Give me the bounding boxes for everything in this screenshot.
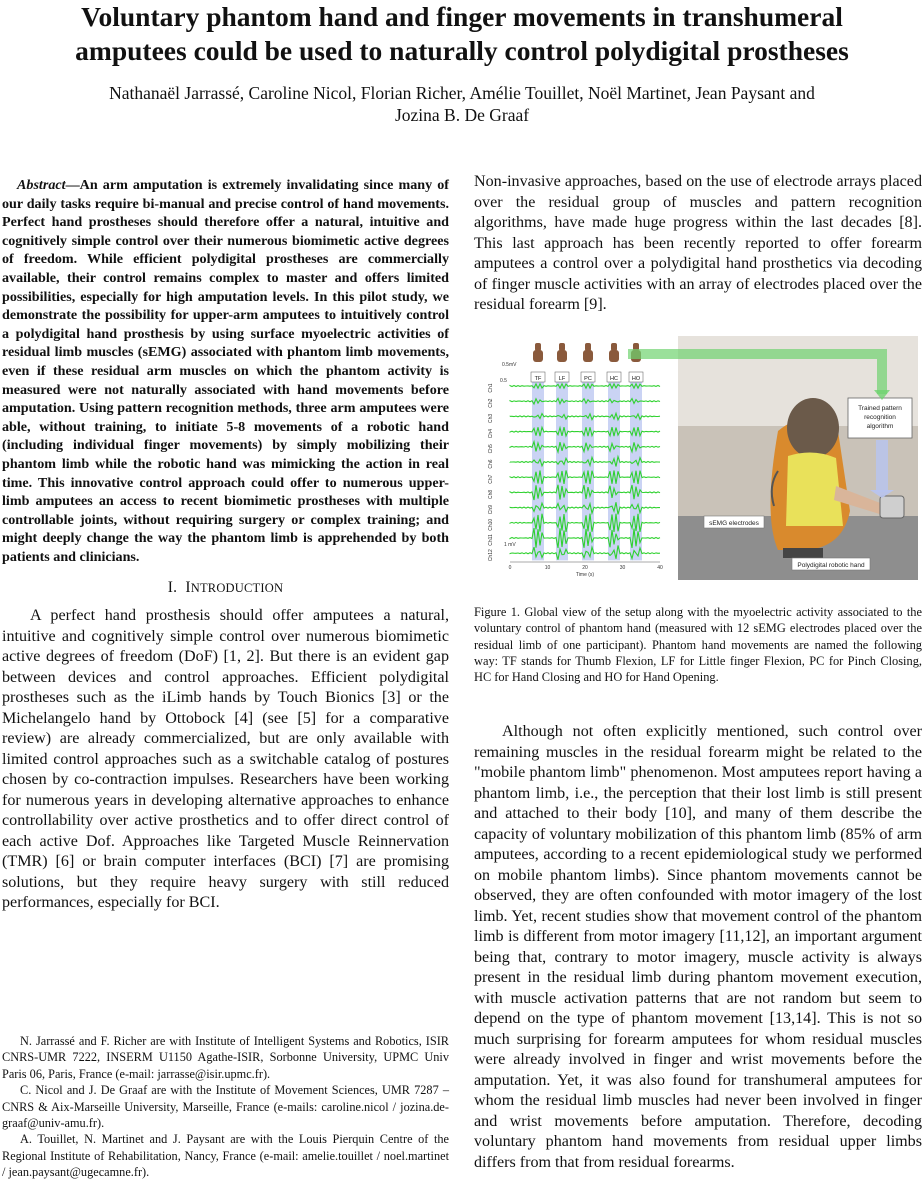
right-column [474, 172, 922, 316]
time-tick-40: 40 [657, 565, 663, 571]
channel-label-ch7: Ch7 [488, 474, 494, 484]
channel-label-ch8: Ch8 [488, 489, 494, 499]
figure-1-caption: Figure 1. Global view of the setup along with the myoelectric activity associated to the voluntary control of phantom hand (measured with 12 sEMG electrodes placed over the residual limb of one participant). Phantom hand movements are named the following way: TF stands for Thumb Flexion, LF for Little finger Flexion, PC for Pinch Closing, HC for Hand Closing and HO for Hand Opening. [474, 605, 922, 685]
time-tick-20: 20 [582, 565, 588, 571]
paper-title [0, 0, 924, 68]
hand-fingers-lf [559, 343, 565, 351]
title-line-1: Voluntary phantom hand and finger movements in transhumeral [81, 1, 843, 32]
section-heading-introduction [2, 579, 449, 597]
time-tick-10: 10 [544, 565, 551, 571]
chair-base [783, 548, 823, 558]
scale-label-bottom: 1 mV [504, 542, 516, 548]
channel-label-ch4: Ch4 [488, 429, 494, 439]
intro-paragraph: A perfect hand prosthesis should offer amputees a natural, intuitive and cognitively simple control over numerous biomimetic active degrees of freedom (DoF) [1, 2]. But there is an evident gap between devices and control approaches. Efficient polydigital prostheses such as the iLimb hands by Touch Bionics [3] or the Michelangelo hand by Ottobock [4] (see [5] for a comparative review) are already commercialized, but are only available with limited control approaches such as a switchable catalog of postures chosen by co-contraction impulses. Researchers have been working for numerous years in developing alternative approaches to enhance controllability over active prosthetics and to offer direct control of each active Dof. Approaches like Targeted Muscle Reinnervation (TMR) [6] or brain computer interfaces (BCI) [7] are promising solutions, but they require heavy surgery with still reduced performances, especially for BCI. [2, 607, 449, 912]
time-tick-0: 0 [508, 565, 512, 571]
abstract-label: Abstract [17, 177, 66, 193]
channel-label-ch3: Ch3 [488, 413, 494, 423]
authors-line-2: Jozina B. De Graaf [394, 105, 530, 125]
hand-palm-tf [533, 350, 543, 362]
abstract-dash: — [65, 177, 80, 193]
robotic-hand-label: Polydigital robotic hand [797, 562, 865, 569]
channel-label-ch12: Ch12 [488, 549, 494, 562]
section-title-first-letter: I [185, 579, 191, 597]
section-title-rest: NTRODUCTION [190, 581, 284, 596]
right-body-paragraph: Although not often explicitly mentioned, such control over remaining muscles in the residual forearm might be related to the "mobile phantom limb" phenomenon. Most amputees report having a phantom limb, i.e., the perception that their lost limb is still present and attached to their body [10], and many of them describe the capacity of voluntary mobilization of this phantom limb (85% of arm amputees, according to a recent epidemiological study we performed on mobile phantom limbs). Since phantom movements cannot be observed, they are often confounded with motor imagery of the lost limb. Yet, recent studies show that movement control of the phantom limb is different from motor imagery [11,12], an important argument being that, contrary to motor imagery, muscle activity is always present in the residual limb during phantom movement execution, with muscle activation patterns that are not random but seem to depend on the type of phantom movement [13,14]. This is not so much surprising for forearm amputees for whom residual muscles were already involved in finger and wrist movements before the amputation. Yet, it was also found for transhumeral amputees for whom the residual limb muscles had never been involved in finger and wrist movements before amputation. Therefore, decoding voluntary phantom hand movements from residual upper limbs differs from that from residual forearms. [474, 723, 922, 1171]
scale-label-top: 0.5mV [502, 362, 517, 368]
box-label-line-3: algorithm [866, 423, 894, 430]
abstract [2, 176, 449, 566]
right-top-paragraph: Non-invasive approaches, based on the use of electrode arrays placed over the residual group of muscles and pattern recognition algorithms, have made huge progress within the last decades [8]. This last approach has been recently reported to offer forearm amputees a control over a polydigital hand prosthetics via decoding of finger muscle activities with an array of electrodes placed over the residual forearm [9]. [474, 173, 922, 313]
abstract-text: An arm amputation is extremely invalidating since many of our daily tasks require bi-manual and precise control of hand movements. Perfect hand prostheses should therefore offer a natural, intuitive and cognitively simple control over their numerous biomimetic active degrees of freedom. While efficient polydigital prostheses are commercially available, their control remains complex to master and offers limited possibilities, especially for high amputation levels. In this pilot study, we demonstrate the possibility for upper-arm amputees to intuitively control a polydigital hand prosthesis by using surface myoelectric activities of residual limb muscles (sEMG) associated with phantom limb movements, even if these residual arm muscles on which the phantom activity is measured were not naturally associated with hand movements before amputation. Using pattern recognition methods, three arm amputees were able, without training, to initiate 5-8 movements of a robotic hand (including individual finger movements) by simply mobilizing their phantom limb while the robotic hand was mimicking the action in real time. This innovative control approach could offer to numerous upper-limb amputees an access to recent biomimetic prostheses with multiple controllable joints, without requiring surgery or complex training; and might deeply change the way the phantom limb is apprehended by both patients and clinicians. [2, 177, 449, 565]
participant-shirt [786, 452, 843, 526]
movement-label-hc: HC [610, 376, 618, 382]
channel-label-ch6: Ch6 [488, 459, 494, 469]
hand-fingers-pc [585, 343, 591, 351]
footnote-affiliation-2: C. Nicol and J. De Graaf are with the Institute of Movement Sciences, UMR 7287 – CNRS & Aix-Marseille University, Marseille, France (e-mails: caroline.nicol / jozina.de-graaf@univ-amu.fr). [2, 1083, 449, 1131]
channel-label-ch9: Ch9 [488, 505, 494, 515]
box-label-line-2: recognition [864, 414, 896, 421]
robotic-hand-shape [880, 496, 904, 518]
scale-tick-top: 0.5 [500, 378, 507, 384]
channel-label-ch11: Ch11 [488, 534, 494, 546]
footnotes [2, 1033, 449, 1181]
hand-palm-hc [609, 350, 619, 362]
figure-1-graphic [478, 336, 918, 580]
participant-head-blurred [787, 398, 839, 458]
right-body [474, 722, 922, 1173]
channel-label-ch1: Ch1 [488, 383, 494, 393]
channel-label-ch5: Ch5 [488, 444, 494, 454]
channel-label-ch10: Ch10 [488, 518, 494, 531]
time-tick-30: 30 [619, 565, 626, 571]
title-line-2: amputees could be used to naturally control polydigital prostheses [75, 35, 849, 66]
author-list [0, 82, 924, 126]
hand-fingers-hc [611, 343, 617, 351]
figure-1 [478, 336, 918, 580]
hand-fingers-tf [535, 343, 541, 351]
channel-label-ch2: Ch2 [488, 398, 494, 408]
command-arrow [876, 440, 888, 492]
section-number: I. [167, 579, 178, 597]
footnote-affiliation-1: N. Jarrassé and F. Richer are with Institute of Intelligent Systems and Robotics, ISIR CNRS-UMR 7222, INSERM U1150 Agathe-ISIR, Sorbonne University, UPMC Univ Paris 06, Paris, France (e-mail: jarrasse@isir.upmc.fr). [2, 1034, 449, 1081]
left-column [2, 176, 449, 914]
movement-label-lf: LF [558, 376, 566, 382]
hand-palm-pc [583, 350, 593, 362]
footnote-affiliation-3: A. Touillet, N. Martinet and J. Paysant are with the Louis Pierquin Centre of the Regional Institute of Rehabilitation, Nancy, France (e-mail: amelie.touillet / noel.martinet / jean.paysant@ugecamne.fr). [2, 1132, 449, 1180]
authors-line-1: Nathanaël Jarrassé, Caroline Nicol, Florian Richer, Amélie Touillet, Noël Martinet, Jean Paysant and [109, 83, 815, 103]
movement-label-pc: PC [584, 376, 592, 382]
time-axis-label: Time (s) [575, 572, 595, 578]
hand-palm-lf [557, 350, 567, 362]
box-label-line-1: Trained pattern [858, 405, 902, 412]
electrodes-label: sEMG electrodes [709, 520, 759, 527]
movement-label-tf: TF [534, 376, 542, 382]
movement-label-ho: HO [631, 376, 641, 382]
